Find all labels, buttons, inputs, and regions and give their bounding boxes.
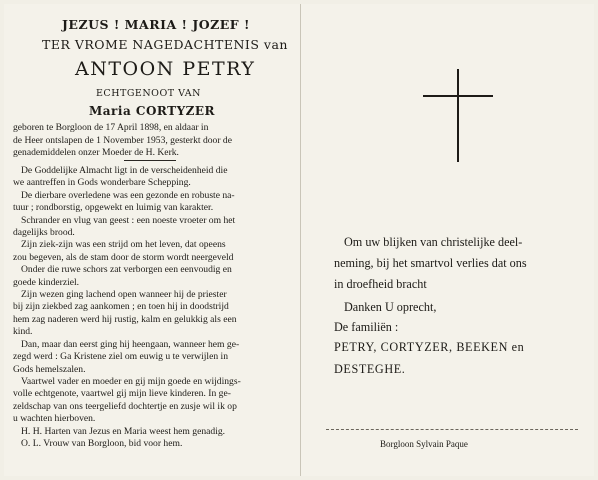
body-line: Zijn ziek-zijn was een strijd om het leven, dat opeens — [21, 239, 226, 251]
thanks-line: Danken U oprecht, — [344, 300, 437, 314]
cross-icon-bar — [423, 95, 493, 97]
invocation-line: JEZUS ! MARIA ! JOZEF ! — [62, 17, 251, 32]
biography-text — [13, 165, 297, 450]
body-line: zegd werd : Ga Kristene ziel om euwig u te verwijlen in — [13, 351, 228, 363]
intro-line: genademiddelen onzer Moeder de H. Kerk. — [13, 147, 179, 158]
para-line: in droefheid bracht — [334, 277, 427, 291]
body-line: tuur ; rondborstig, opgewekt en luimig van karakter. — [13, 202, 214, 214]
intro-line: geboren te Borgloon de 17 April 1898, en aldaar in — [13, 122, 209, 133]
body-line: De Goddelijke Almacht ligt in de verscheidenheid die — [21, 165, 228, 176]
body-line: u wachten hierboven. — [13, 413, 96, 425]
body-line: zou begeven, als de stam door de storm wordt neergeveld — [13, 251, 234, 263]
families-names-cont: DESTEGHE. — [334, 362, 406, 376]
body-line: H. H. Harten van Jezus en Maria weest hem genadig. — [21, 425, 226, 437]
printer-credit: Borgloon Sylvain Paque — [380, 439, 468, 449]
body-line: zeldschap van ons teergeliefd dochtertje en zusje wil ik op — [13, 400, 237, 412]
families-label: De familiën : — [334, 320, 399, 334]
body-line: kind. — [13, 326, 33, 338]
body-line: Vaartwel vader en moeder en gij mijn goede en wijdings- — [21, 375, 241, 387]
para-line: neming, bij het smartvol verlies dat ons — [334, 256, 527, 270]
body-line: bij zijn ziekbed zag aankomen ; en toen hij in doodstrijd — [13, 301, 229, 313]
body-line: we aantreffen in Gods wonderbare Schepping. — [13, 177, 191, 189]
body-line: volle echtgenote, vaartwel gij mijn lieve kinderen. In ge- — [13, 388, 231, 400]
dedication-line: TER VROME NAGEDACHTENIS van — [42, 37, 288, 52]
body-line: Onder die ruwe schors zat verborgen een eenvoudig en — [21, 264, 232, 276]
dotted-divider — [326, 429, 578, 430]
spouse-label: ECHTGENOOT VAN — [96, 88, 201, 99]
body-line: Gods hemelszalen. — [13, 363, 86, 375]
cross-icon — [457, 69, 459, 162]
para-line: Om uw blijken van christelijke deel- — [344, 235, 523, 249]
thanks-paragraph — [334, 232, 527, 295]
intro-line: de Heer ontslapen de 1 November 1953, gesterkt door de — [13, 134, 232, 146]
body-line: Dan, maar dan eerst ging hij heengaan, wanneer hem ge- — [21, 338, 240, 350]
deceased-name: ANTOON PETRY — [75, 58, 256, 80]
intro-text — [13, 122, 297, 160]
body-line: Zijn wezen ging lachend open wanneer hij de priester — [21, 289, 227, 301]
body-line: Schrander en vlug van geest : een noeste vroeter om het — [21, 214, 236, 226]
spouse-name: Maria CORTYZER — [89, 104, 216, 118]
body-line: O. L. Vrouw van Borgloon, bid voor hem. — [21, 437, 183, 449]
body-line: goede kinderziel. — [13, 276, 80, 288]
body-line: De dierbare overledene was een gezonde en robuste na- — [21, 189, 235, 201]
body-line: dagelijks brood. — [13, 227, 75, 239]
families-names: PETRY, CORTYZER, BEEKEN en — [334, 340, 525, 354]
divider-line — [124, 160, 176, 161]
body-line: hem zag naderen werd hij rustig, kalm en gelukkig als een — [13, 313, 237, 325]
